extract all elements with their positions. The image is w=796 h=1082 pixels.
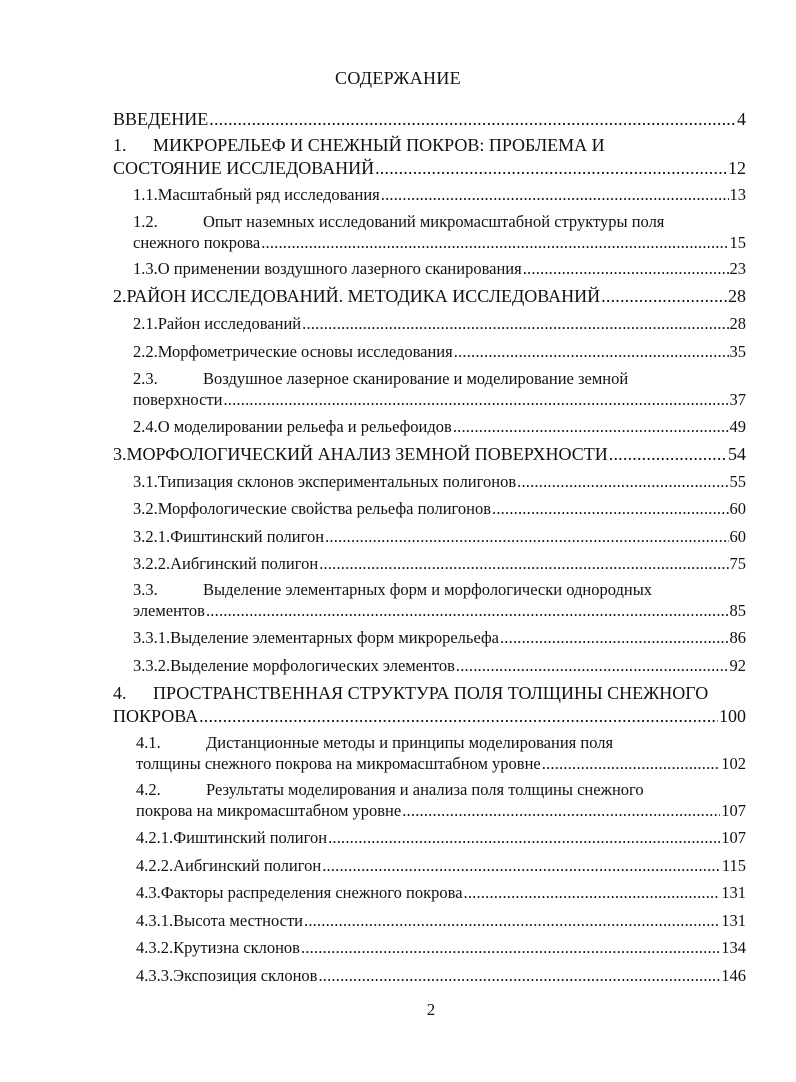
leader-dots xyxy=(302,313,728,335)
toc-page-number: 55 xyxy=(729,472,746,491)
toc-entry-number: 3. xyxy=(113,444,127,464)
leader-dots xyxy=(325,526,728,548)
leader-dots xyxy=(464,882,721,904)
toc-entry-number: 2.2. xyxy=(133,342,158,361)
leader-dots xyxy=(517,471,728,493)
toc-entry-number: 4.2.2. xyxy=(136,856,174,875)
toc-entry-text: ВВЕДЕНИЕ xyxy=(113,109,209,129)
leader-dots xyxy=(492,498,728,520)
toc-page-number: 28 xyxy=(728,286,746,306)
toc-entry-text: Фиштинский полигон xyxy=(173,828,328,847)
toc-entry-number: 1.3. xyxy=(133,259,158,278)
toc-entry-4-3[interactable] xyxy=(136,882,746,904)
toc-entry-number: 3.2.2. xyxy=(133,554,171,573)
toc-entry-text: поверхности xyxy=(133,390,223,409)
toc-entry-3-3[interactable] xyxy=(133,600,746,622)
toc-entry-text: Район исследований xyxy=(157,314,302,333)
leader-dots xyxy=(601,285,727,307)
toc-page-number: 146 xyxy=(721,966,746,985)
toc-entry-1-1[interactable] xyxy=(133,184,746,206)
toc-entry-ch3[interactable] xyxy=(113,443,746,465)
toc-page-number: 131 xyxy=(721,911,746,930)
toc-entry-3-2-1[interactable] xyxy=(133,526,746,548)
toc-entry-text: Масштабный ряд исследования xyxy=(157,185,380,204)
toc-entry-number: 3.1. xyxy=(133,472,158,491)
toc-entry-text: МОРФОЛОГИЧЕСКИЙ АНАЛИЗ ЗЕМНОЙ ПОВЕРХНОСТИ xyxy=(126,444,608,464)
toc-entry-text: Выделение элементарных форм и морфологически однородных xyxy=(203,580,653,599)
toc-entry-text: покрова на микромасштабном уровне xyxy=(136,801,402,820)
toc-entry-number: 3.3. xyxy=(133,580,158,599)
toc-entry-text: О применении воздушного лазерного сканирования xyxy=(157,259,522,278)
toc-entry-3-2-2[interactable] xyxy=(133,553,746,575)
toc-page-number: 86 xyxy=(729,628,746,647)
leader-dots xyxy=(542,753,721,775)
toc-page-number: 13 xyxy=(729,185,746,204)
toc-entry-2-3[interactable] xyxy=(133,389,746,411)
toc-page-number: 12 xyxy=(728,158,746,178)
toc-entry-text: Выделение элементарных форм микрорельефа xyxy=(170,628,499,647)
toc-page-number: 35 xyxy=(729,342,746,361)
toc-entry-number: 4.2.1. xyxy=(136,828,174,847)
leader-dots xyxy=(206,600,729,622)
toc-entry-text: МИКРОРЕЛЬЕФ И СНЕЖНЫЙ ПОКРОВ: ПРОБЛЕМА И xyxy=(153,135,605,155)
leader-dots xyxy=(223,389,728,411)
toc-entry-1-2-line1[interactable] xyxy=(133,211,664,233)
toc-page-number: 37 xyxy=(729,390,746,409)
toc-page-number: 92 xyxy=(729,656,746,675)
toc-entry-text: Фиштинский полигон xyxy=(170,527,325,546)
toc-page-number: 60 xyxy=(729,527,746,546)
toc-entry-number: 2.4. xyxy=(133,417,158,436)
toc-entry-text: Факторы распределения снежного покрова xyxy=(160,883,463,902)
toc-entry-4-3-2[interactable] xyxy=(136,937,746,959)
page-number: 2 xyxy=(426,1000,436,1019)
toc-entry-text: элементов xyxy=(133,601,205,620)
toc-entry-text: Высота местности xyxy=(173,911,303,930)
toc-entry-2-2[interactable] xyxy=(133,341,746,363)
toc-entry-text: Морфометрические основы исследования xyxy=(157,342,453,361)
toc-page-number: 4 xyxy=(737,109,746,129)
toc-entry-3-3-line1[interactable] xyxy=(133,579,652,601)
toc-entry-2-4[interactable] xyxy=(133,416,746,438)
leader-dots xyxy=(454,341,729,363)
toc-page-number: 115 xyxy=(721,856,746,875)
toc-entry-number: 1.1. xyxy=(133,185,158,204)
leader-dots xyxy=(261,232,728,254)
toc-entry-text: ПОКРОВА xyxy=(113,706,199,726)
leader-dots xyxy=(328,827,720,849)
toc-entry-text: Аибгинский полигон xyxy=(173,856,322,875)
toc-entry-4-2[interactable] xyxy=(136,800,746,822)
toc-entry-text: снежного покрова xyxy=(133,233,261,252)
leader-dots xyxy=(209,108,736,130)
leader-dots xyxy=(609,443,727,465)
toc-entry-4-1[interactable] xyxy=(136,753,746,775)
leader-dots xyxy=(402,800,720,822)
toc-page-number: 107 xyxy=(721,801,746,820)
leader-dots xyxy=(318,965,720,987)
toc-page-number: 102 xyxy=(721,754,746,773)
toc-entry-number: 4.2. xyxy=(136,780,161,799)
toc-entry-text: Крутизна склонов xyxy=(173,938,300,957)
toc-entry-4-3-3[interactable] xyxy=(136,965,746,987)
toc-entry-text: Опыт наземных исследований микромасштабной структуры поля xyxy=(203,212,665,231)
toc-entry-number: 4.1. xyxy=(136,733,161,752)
toc-entry-number: 3.2. xyxy=(133,499,158,518)
toc-entry-number: 3.3.2. xyxy=(133,656,171,675)
toc-page-number: 75 xyxy=(729,554,746,573)
toc-entry-number: 1.2. xyxy=(133,212,158,231)
toc-entry-number: 4. xyxy=(113,683,127,703)
toc-page-number: 60 xyxy=(729,499,746,518)
toc-page-number: 23 xyxy=(729,259,746,278)
toc-entry-ch1-line1[interactable] xyxy=(113,134,605,156)
toc-entry-ch1[interactable] xyxy=(113,157,746,179)
toc-entry-number: 1. xyxy=(113,135,127,155)
leader-dots xyxy=(523,258,729,280)
toc-page-number: 131 xyxy=(721,883,746,902)
toc-entry-1-2[interactable] xyxy=(133,232,746,254)
toc-entry-text: толщины снежного покрова на микромасштабном уровне xyxy=(136,754,541,773)
toc-entry-3-3-2[interactable] xyxy=(133,655,746,677)
toc-page-number: 134 xyxy=(721,938,746,957)
toc-entry-3-3-1[interactable] xyxy=(133,627,746,649)
leader-dots xyxy=(304,910,720,932)
toc-page-number: 85 xyxy=(729,601,746,620)
toc-entry-2-3-line1[interactable] xyxy=(133,368,628,390)
leader-dots xyxy=(322,855,721,877)
toc-entry-number: 3.3.1. xyxy=(133,628,171,647)
leader-dots xyxy=(500,627,729,649)
toc-entry-4-2-line1[interactable] xyxy=(136,779,644,801)
toc-entry-4-2-1[interactable] xyxy=(136,827,746,849)
toc-entry-number: 4.3. xyxy=(136,883,161,902)
leader-dots xyxy=(319,553,728,575)
toc-entry-text: Выделение морфологических элементов xyxy=(170,656,455,675)
toc-entry-text: ПРОСТРАНСТВЕННАЯ СТРУКТУРА ПОЛЯ ТОЛЩИНЫ СНЕЖНОГО xyxy=(153,683,709,703)
toc-entry-number: 2.1. xyxy=(133,314,158,333)
toc-page-number: 28 xyxy=(729,314,746,333)
toc-entry-number: 4.3.3. xyxy=(136,966,174,985)
toc-entry-text: РАЙОН ИССЛЕДОВАНИЙ. МЕТОДИКА ИССЛЕДОВАНИЙ xyxy=(126,286,601,306)
toc-entry-text: Дистанционные методы и принципы моделирования поля xyxy=(206,733,614,752)
toc-page-number: 107 xyxy=(721,828,746,847)
leader-dots xyxy=(301,937,720,959)
toc-entry-number: 2.3. xyxy=(133,369,158,388)
toc-entry-3-1[interactable] xyxy=(133,471,746,493)
toc-entry-text: Аибгинский полигон xyxy=(170,554,319,573)
leader-dots xyxy=(456,655,729,677)
toc-entry-text: Типизация склонов экспериментальных полигонов xyxy=(157,472,517,491)
toc-entry-text: О моделировании рельефа и рельефоидов xyxy=(157,417,452,436)
toc-entry-4-2-2[interactable] xyxy=(136,855,746,877)
toc-entry-intro[interactable] xyxy=(113,108,746,130)
toc-entry-ch4[interactable] xyxy=(113,705,746,727)
toc-page-number: 49 xyxy=(729,417,746,436)
leader-dots xyxy=(381,184,729,206)
toc-entry-ch2[interactable] xyxy=(113,285,746,307)
toc-entry-number: 3.2.1. xyxy=(133,527,171,546)
toc-entry-number: 4.3.1. xyxy=(136,911,174,930)
toc-page-number: 100 xyxy=(719,706,746,726)
toc-entry-text: Экспозиция склонов xyxy=(173,966,318,985)
toc-entry-number: 2. xyxy=(113,286,127,306)
toc-entry-number: 4.3.2. xyxy=(136,938,174,957)
toc-title: СОДЕРЖАНИЕ xyxy=(335,68,461,88)
toc-entry-text: Воздушное лазерное сканирование и моделирование земной xyxy=(203,369,629,388)
leader-dots xyxy=(375,157,727,179)
toc-entry-text: СОСТОЯНИЕ ИССЛЕДОВАНИЙ xyxy=(113,158,375,178)
toc-entry-2-1[interactable] xyxy=(133,313,746,335)
toc-entry-ch4-line1[interactable] xyxy=(113,682,708,704)
leader-dots xyxy=(453,416,729,438)
toc-entry-4-3-1[interactable] xyxy=(136,910,746,932)
leader-dots xyxy=(199,705,718,727)
toc-page-number: 54 xyxy=(728,444,746,464)
toc-entry-3-2[interactable] xyxy=(133,498,746,520)
toc-entry-text: Результаты моделирования и анализа поля толщины снежного xyxy=(206,780,644,799)
toc-entry-4-1-line1[interactable] xyxy=(136,732,613,754)
toc-page-number: 15 xyxy=(729,233,746,252)
toc-entry-1-3[interactable] xyxy=(133,258,746,280)
toc-entry-text: Морфологические свойства рельефа полигонов xyxy=(157,499,492,518)
